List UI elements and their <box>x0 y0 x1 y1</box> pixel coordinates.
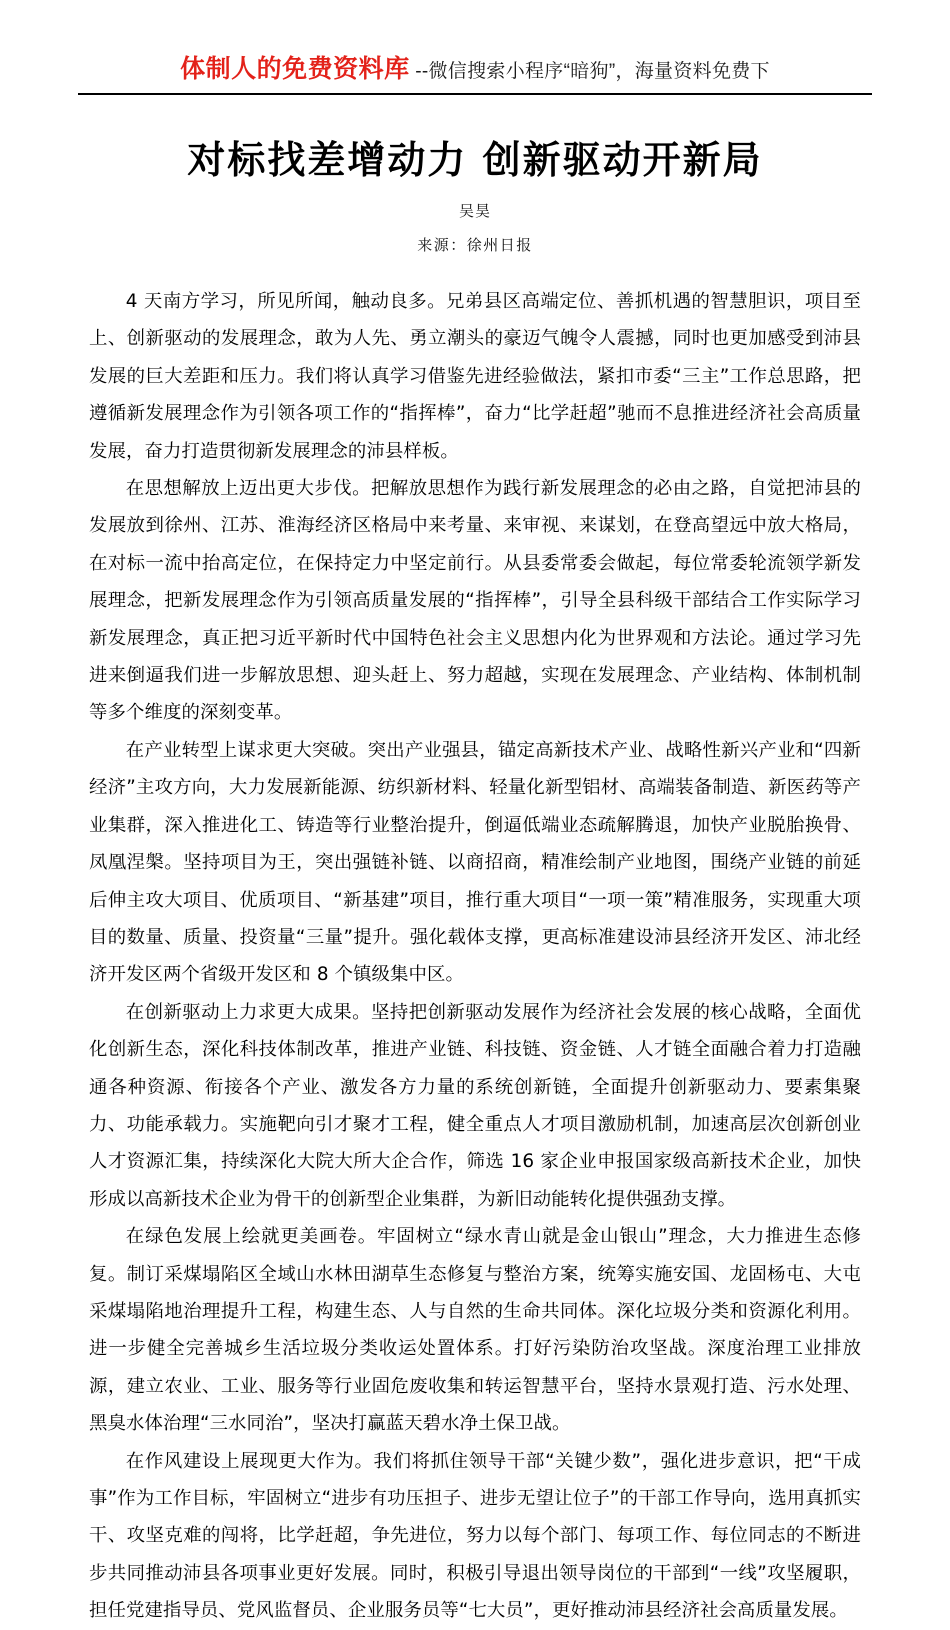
promo-banner <box>0 56 950 84</box>
page-title: 对标找差增动力 创新驱动开新局 <box>187 137 763 182</box>
author-byline: 吴昊 <box>458 202 491 220</box>
paragraph: 4 天南方学习，所见所闻，触动良多。兄弟县区高端定位、善抓机遇的智慧胆识，项目至上、创新驱动的发展理念，敢为人先、勇立潮头的豪迈气魄令人震撼，同时也更加感受到沛县发展的巨大差距和压力。我们将认真学习借鉴先进经验做法，紧扣市委“三主”工作总思路，把遵循新发展理念作为引领各项工作的“指挥棒”，奋力“比学赶超”驰而不息推进经济社会高质量发展，奋力打造贯彻新发展理念的沛县样板。 <box>89 291 861 462</box>
promo-banner-text: --微信搜索小程序“暗狗”，海量资料免费下 <box>409 61 770 82</box>
paragraph: 在产业转型上谋求更大突破。突出产业强县，锚定高新技术产业、战略性新兴产业和“四新经济”主攻方向，大力发展新能源、纺织新材料、轻量化新型铝材、高端装备制造、新医药等产业集群，深入推进化工、铸造等行业整治提升，倒逼低端业态疏解腾退，加快产业脱胎换骨、凤凰涅槃。坚持项目为王，突出强链补链、以商招商，精准绘制产业地图，围绕产业链的前延后伸主攻大项目、优质项目、“新基建”项目，推行重大项目“一项一策”精准服务，实现重大项目的数量、质量、投资量“三量”提升。强化载体支撑，更高标准建设沛县经济开发区、沛北经济开发区两个省级开发区和 8 个镇级集中区。 <box>89 739 861 986</box>
paragraph: 在创新驱动上力求更大成果。坚持把创新驱动发展作为经济社会发展的核心战略，全面优化创新生态，深化科技体制改革，推进产业链、科技链、资金链、人才链全面融合着力打造融通各种资源、衔接各个产业、激发各方力量的系统创新链，全面提升创新驱动力、要素集聚力、功能承载力。实施靶向引才聚才工程，健全重点人才项目激励机制，加速高层次创新创业人才资源汇集，持续深化大院大所大企合作，筛选 16 家企业申报国家级高新技术企业，加快形成以高新技术企业为骨干的创新型企业集群，为新旧动能转化提供强劲支撑。 <box>89 1001 861 1210</box>
article-body <box>89 283 861 1630</box>
source-line: 来源：徐州日报 <box>417 236 533 254</box>
document-page <box>0 55 950 1622</box>
paragraph: 在作风建设上展现更大作为。我们将抓住领导干部“关键少数”，强化进步意识，把“干成事”作为工作目标，牢固树立“进步有功压担子、进步无望让位子”的干部工作导向，选用真抓实干、攻坚克难的闯将，比学赶超，争先进位，努力以每个部门、每项工作、每位同志的不断进步共同推动沛县各项事业更好发展。同时，积极引导退出领导岗位的干部到“一线”攻坚履职，担任党建指导员、党风监督员、企业服务员等“七大员”，更好推动沛县经济社会高质量发展。 <box>89 1450 861 1622</box>
paragraph: 在思想解放上迈出更大步伐。把解放思想作为践行新发展理念的必由之路，自觉把沛县的发展放到徐州、江苏、淮海经济区格局中来考量、来审视、来谋划，在登高望远中放大格局，在对标一流中抬高定位，在保持定力中坚定前行。从县委常委会做起，每位常委轮流领学新发展理念，把新发展理念作为引领高质量发展的“指挥棒”，引导全县科级干部结合工作实际学习新发展理念，真正把习近平新时代中国特色社会主义思想内化为世界观和方法论。通过学习先进来倒逼我们进一步解放思想、迎头赶上、努力超越，实现在发展理念、产业结构、体制机制等多个维度的深刻变革。 <box>89 478 861 724</box>
banner-divider-rule <box>78 93 872 95</box>
paragraph: 在绿色发展上绘就更美画卷。牢固树立“绿水青山就是金山银山”理念，大力推进生态修复。制订采煤塌陷区全域山水林田湖草生态修复与整治方案，统筹实施安国、龙固杨屯、大屯采煤塌陷地治理提升工程，构建生态、人与自然的生命共同体。深化垃圾分类和资源化利用。进一步健全完善城乡生活垃圾分类收运处置体系。打好污染防治攻坚战。深度治理工业排放源，建立农业、工业、服务等行业固危废收集和转运智慧平台，坚持水景观打造、污水处理、黑臭水体治理“三水同治”，坚决打赢蓝天碧水净土保卫战。 <box>89 1226 861 1435</box>
promo-banner-highlight: 体制人的免费资料库 <box>180 55 410 83</box>
title-block <box>0 137 950 256</box>
